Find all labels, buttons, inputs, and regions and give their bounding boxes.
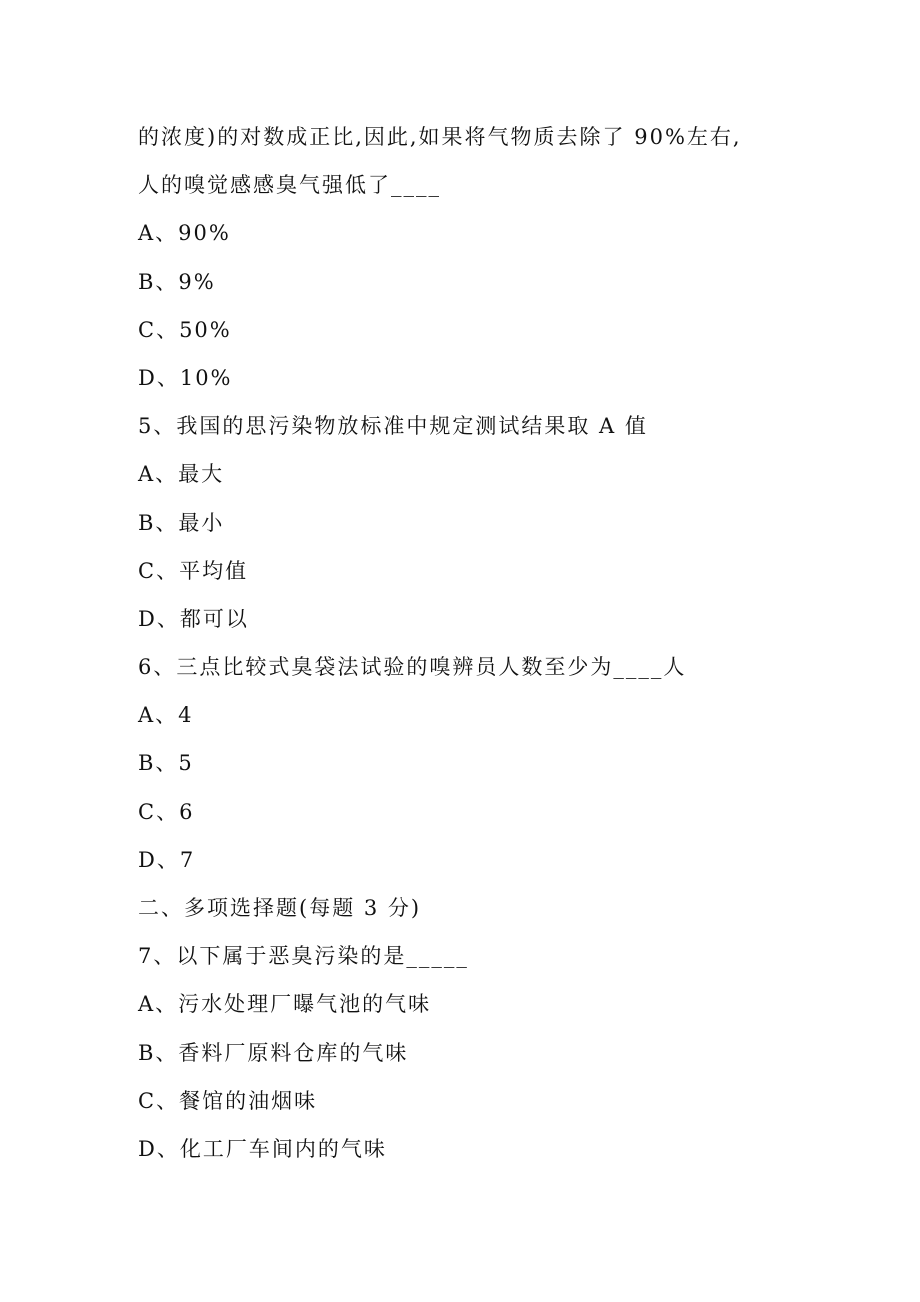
question-6-option-b: B、5: [138, 751, 194, 776]
question-5-option-b: B、最小: [138, 510, 225, 535]
question-4-option-d: D、10%: [138, 365, 233, 390]
question-4-option-b: B、9%: [138, 269, 216, 294]
question-7-option-c: C、餐馆的油烟味: [138, 1088, 318, 1113]
question-7-option-b: B、香料厂原料仓库的气味: [138, 1040, 409, 1065]
question-5-option-d: D、都可以: [138, 606, 249, 631]
question-7-option-d: D、化工厂车间内的气味: [138, 1136, 387, 1161]
question-6-option-c: C、6: [138, 799, 195, 824]
question-5-option-a: A、最大: [138, 462, 225, 487]
question-6-option-a: A、4: [138, 703, 194, 728]
question-4-stem-line-1: 的浓度)的对数成正比,因此,如果将气物质去除了 90%左右,: [138, 125, 742, 149]
section-heading-multiple-choice: 二、多项选择题(每题 3 分): [138, 896, 422, 920]
question-5-stem: 5、我国的思污染物放标准中规定测试结果取 A 值: [138, 414, 648, 439]
question-4-stem-line-2: 人的嗅觉感感臭气强低了____: [138, 173, 441, 198]
document-body: [138, 113, 798, 1173]
question-4-option-a: A、90%: [138, 221, 231, 246]
question-4-option-c: C、50%: [138, 317, 232, 342]
question-5-option-c: C、平均值: [138, 558, 249, 583]
question-6-option-d: D、7: [138, 847, 196, 872]
question-7-stem: 7、以下属于恶臭污染的是_____: [138, 944, 469, 969]
question-7-option-a: A、污水处理厂曝气池的气味: [138, 992, 432, 1017]
question-6-stem: 6、三点比较式臭袋法试验的嗅辨员人数至少为____人: [138, 655, 687, 680]
